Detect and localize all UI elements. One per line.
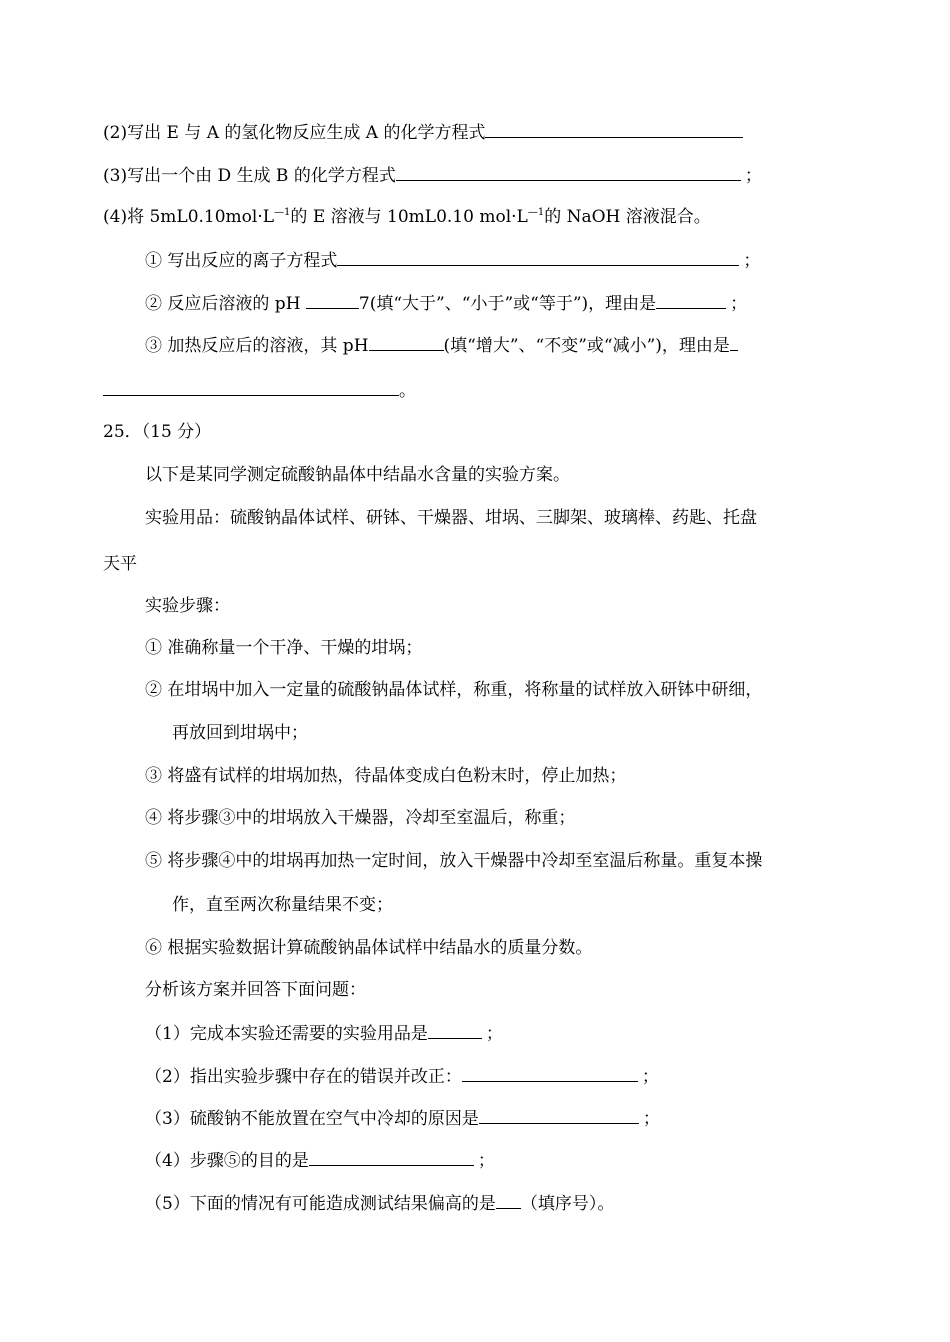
q24-sub2 <box>145 291 747 315</box>
q25-step2-line1: ② 在坩埚中加入一定量的硫酸钠晶体试样，称重，将称量的试样放入研钵中研细， <box>145 680 763 700</box>
q25-materials-line1: 实验用品：硫酸钠晶体试样、研钵、干燥器、坩埚、三脚架、玻璃棒、药匙、托盘 <box>145 508 757 528</box>
answer-blank[interactable] <box>306 291 359 309</box>
answer-blank[interactable] <box>337 248 739 266</box>
q25-answer5-end: （填序号）。 <box>520 1194 615 1214</box>
answer-blank[interactable] <box>485 120 743 138</box>
answer-blank[interactable] <box>730 333 738 351</box>
answer-blank[interactable] <box>309 1148 474 1166</box>
q25-materials-line2: 天平 <box>103 554 137 574</box>
q25-step1: ① 准确称量一个干净、干燥的坩埚； <box>145 638 423 658</box>
q24-part4-sup2: —1 <box>527 207 545 218</box>
q25-answer3-text: （3）硫酸钠不能放置在空气中冷却的原因是 <box>145 1109 479 1129</box>
q25-answer3 <box>145 1106 660 1130</box>
answer-blank[interactable] <box>479 1106 639 1124</box>
q25-answer1 <box>145 1021 503 1045</box>
q24-part4-a: (4)将 5mL0.10mol·L <box>103 207 275 227</box>
q25-answer1-text: （1）完成本实验还需要的实验用品是 <box>145 1024 428 1044</box>
q24-sub1 <box>145 248 760 272</box>
q24-sub2-a: ② 反应后溶液的 pH <box>145 294 306 314</box>
q25-steps-title: 实验步骤： <box>145 596 230 616</box>
q25-answer3-end: ； <box>642 1109 660 1129</box>
answer-blank[interactable] <box>462 1064 638 1082</box>
answer-blank[interactable] <box>496 1191 521 1209</box>
q24-sub1-end: ； <box>743 251 761 271</box>
answer-blank[interactable] <box>428 1021 482 1039</box>
q25-answer2-end: ； <box>641 1067 659 1087</box>
q24-sub2-b: 7(填“大于”、“小于”或“等于”)，理由是 <box>358 294 657 314</box>
q25-answer2 <box>145 1064 659 1088</box>
q24-part2 <box>103 120 743 144</box>
q25-answer1-end: ； <box>485 1024 503 1044</box>
q24-part2-text: (2)写出 E 与 A 的氢化物反应生成 A 的化学方程式 <box>103 123 486 143</box>
q24-sub1-text: ① 写出反应的离子方程式 <box>145 251 338 271</box>
q25-step4: ④ 将步骤③中的坩埚放入干燥器，冷却至室温后，称重； <box>145 808 576 828</box>
q24-sub3-continuation <box>103 378 416 402</box>
q25-answer5-text: （5）下面的情况有可能造成测试结果偏高的是 <box>145 1194 496 1214</box>
q25-step5-line2: 作，直至两次称量结果不变； <box>172 895 393 915</box>
q25-answer4-end: ； <box>477 1151 495 1171</box>
answer-blank[interactable] <box>396 163 741 181</box>
q25-answer4-text: （4）步骤⑤的目的是 <box>145 1151 309 1171</box>
q24-sub3-b: (填“增大”、“不变”或“减小”)，理由是 <box>443 336 730 356</box>
q25-intro: 以下是某同学测定硫酸钠晶体中结晶水含量的实验方案。 <box>145 465 570 485</box>
q25-answer4 <box>145 1148 495 1172</box>
answer-blank[interactable] <box>656 291 726 309</box>
q25-analysis-title: 分析该方案并回答下面问题： <box>145 980 366 1000</box>
q24-sub3 <box>145 333 738 357</box>
q25-answer2-text: （2）指出实验步骤中存在的错误并改正： <box>145 1067 462 1087</box>
q24-sub3-a: ③ 加热反应后的溶液，其 pH <box>145 336 369 356</box>
q24-part4-sup1: —1 <box>274 207 291 218</box>
q24-part3-end: ； <box>744 166 762 186</box>
q24-part3 <box>103 163 762 187</box>
q24-part4 <box>103 206 711 228</box>
q25-step3: ③ 将盛有试样的坩埚加热，待晶体变成白色粉末时，停止加热； <box>145 766 627 786</box>
answer-blank[interactable] <box>369 333 444 351</box>
q24-part3-text: (3)写出一个由 D 生成 B 的化学方程式 <box>103 166 396 186</box>
q25-step6: ⑥ 根据实验数据计算硫酸钠晶体试样中结晶水的质量分数。 <box>145 938 593 958</box>
q24-part4-c: 的 NaOH 溶液混合。 <box>544 207 711 227</box>
q25-answer5 <box>145 1191 614 1215</box>
answer-blank[interactable] <box>103 378 399 396</box>
q25-step2-line2: 再放回到坩埚中； <box>172 723 308 743</box>
q25-heading: 25．（15 分） <box>103 422 212 442</box>
q25-step5-line1: ⑤ 将步骤④中的坩埚再加热一定时间，放入干燥器中冷却至室温后称量。重复本操 <box>145 851 763 871</box>
q24-sub3-cont-end: 。 <box>399 381 416 401</box>
q24-part4-b: 的 E 溶液与 10mL0.10 mol·L <box>290 207 528 227</box>
q24-sub2-end: ； <box>730 294 748 314</box>
